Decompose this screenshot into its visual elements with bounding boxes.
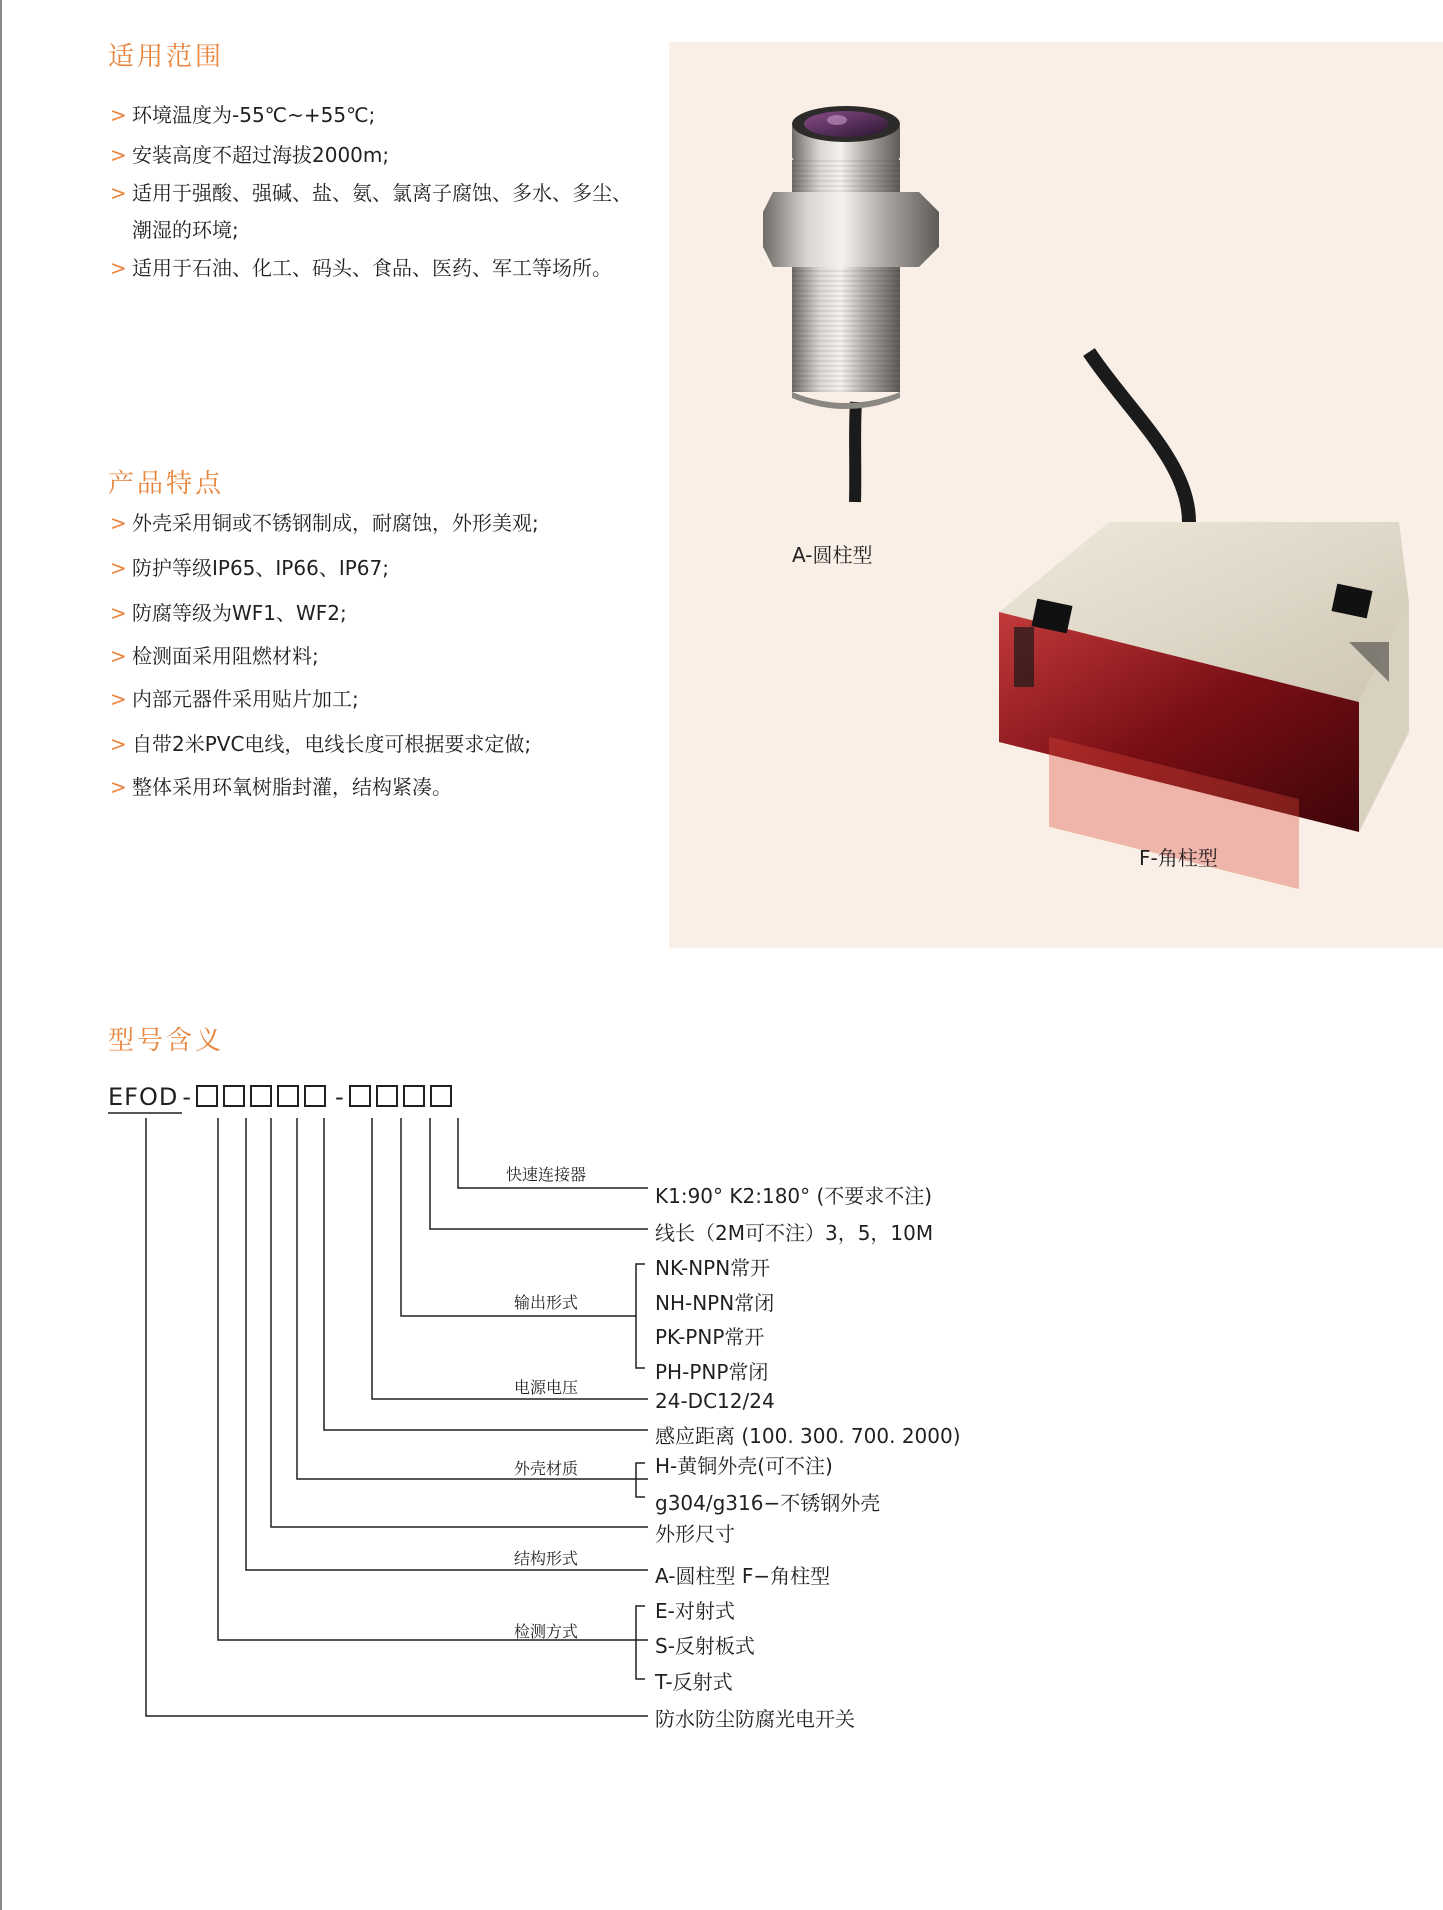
features-title: 产品特点 (108, 469, 225, 499)
feature-item: > 防腐等级为WF1、WF2; (110, 601, 347, 625)
option-t: T-反射式 (655, 1670, 733, 1694)
square-caption: F-角柱型 (1139, 846, 1218, 870)
model-title: 型号含义 (108, 1026, 225, 1056)
label-connector: 快速连接器 (506, 1165, 587, 1184)
scope-item: > 适用于强酸、强碱、盐、氨、氯离子腐蚀、多水、多尘、潮湿的环境; (110, 181, 632, 242)
label-output: 输出形式 (514, 1293, 579, 1312)
option-nk: NK-NPN常开 (655, 1256, 771, 1280)
scope-item: > 安装高度不超过海拔2000m; (110, 143, 390, 167)
label-detect: 检测方式 (514, 1622, 579, 1641)
option-nh: NH-NPN常闭 (655, 1291, 775, 1315)
scope-item: > 环境温度为-55℃~+55℃; (110, 103, 376, 127)
scope-title: 适用范围 (108, 42, 225, 72)
scope-item: > 适用于石油、化工、码头、食品、医药、军工等场所。 (110, 256, 612, 280)
option-brass: H-黄铜外壳(可不注) (655, 1454, 833, 1478)
option-cable: 线长（2M可不注）3，5，10M (655, 1221, 934, 1245)
label-power: 电源电压 (514, 1378, 579, 1397)
option-pk: PK-PNP常开 (655, 1325, 765, 1349)
feature-item: > 内部元器件采用贴片加工; (110, 687, 359, 711)
option-distance: 感应距离 (100. 300. 700. 2000) (655, 1424, 961, 1448)
label-structure: 结构形式 (514, 1549, 579, 1568)
option-ph: PH-PNP常闭 (655, 1360, 769, 1384)
cylinder-caption: A-圆柱型 (792, 543, 873, 567)
option-s: S-反射板式 (655, 1634, 755, 1658)
option-connector: K1:90° K2:180° (不要求不注) (655, 1184, 933, 1208)
model-code-prefix: EFOD (108, 1083, 179, 1111)
feature-item: > 外壳采用铜或不锈钢制成，耐腐蚀，外形美观; (110, 511, 539, 535)
model-code-dash: - (335, 1083, 345, 1111)
option-power: 24-DC12/24 (655, 1389, 775, 1413)
feature-item: > 检测面采用阻燃材料; (110, 644, 319, 668)
option-product: 防水防尘防腐光电开关 (655, 1707, 855, 1731)
label-shell: 外壳材质 (514, 1459, 579, 1478)
feature-item: > 自带2米PVC电线，电线长度可根据要求定做; (110, 732, 532, 756)
feature-item: > 防护等级IP65、IP66、IP67; (110, 556, 389, 580)
option-size: 外形尺寸 (655, 1522, 735, 1546)
option-e: E-对射式 (655, 1599, 735, 1623)
feature-item: > 整体采用环氧树脂封灌，结构紧凑。 (110, 775, 452, 799)
option-steel: g304/g316−不锈钢外壳 (655, 1491, 881, 1515)
model-code-dash: - (182, 1083, 193, 1111)
option-structure: A-圆柱型 F−角柱型 (655, 1564, 831, 1588)
